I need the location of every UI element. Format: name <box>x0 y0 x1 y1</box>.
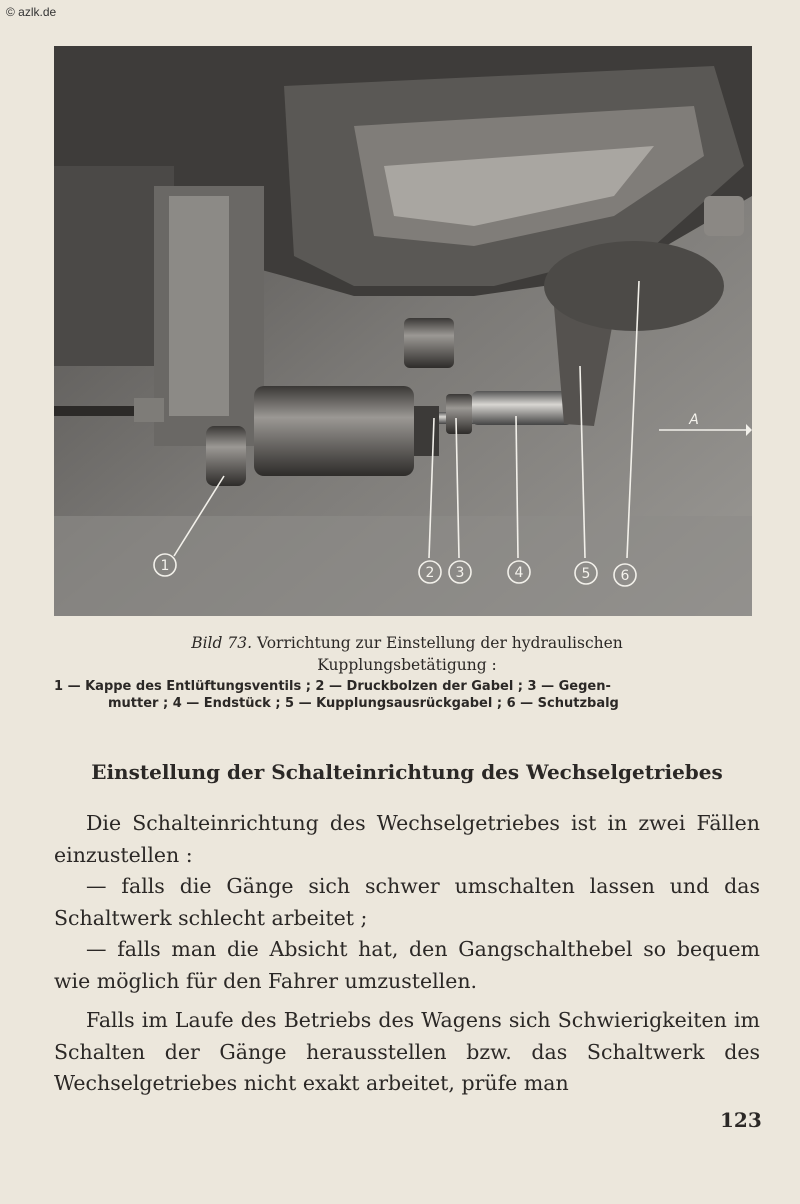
caption-bild: Bild 73. <box>191 634 253 652</box>
figure-label-3: 3 <box>455 565 465 581</box>
caption-line1: Vorrichtung zur Einstellung der hydraulischen <box>256 634 623 652</box>
figure-label-1: 1 <box>160 558 170 574</box>
figure-arrow-label: A <box>689 412 699 428</box>
figure-label-6: 6 <box>620 568 630 584</box>
legend-line2: mutter ; 4 — Endstück ; 5 — Kupplungsausrückgabel ; 6 — Schutzbalg <box>108 696 619 711</box>
paragraph-2: — falls die Gänge sich schwer umschalten lassen und das Schaltwerk schlecht arbeitet ; <box>54 874 760 930</box>
legend-line1: 1 — Kappe des Entlüftungsventils ; 2 — Druckbolzen der Gabel ; 3 — Gegen- <box>54 679 611 694</box>
section-heading: Einstellung der Schalteinrichtung des Wechselgetriebes <box>91 760 723 784</box>
figure-label-2: 2 <box>425 565 435 581</box>
paragraph-3: — falls man die Absicht hat, den Gangschalthebel so bequem wie möglich für den Fahrer umzustellen. <box>54 937 760 993</box>
caption-line2: Kupplungsbetätigung : <box>317 656 497 674</box>
page-number: 123 <box>720 1108 762 1132</box>
figure-legend <box>54 678 760 712</box>
paragraph-4: Falls im Laufe des Betriebs des Wagens sich Schwierigkeiten im Schalten der Gänge herausstellen bzw. das Schaltwerk des Wechselgetriebes nicht exakt arbeitet, prüfe man <box>54 1008 760 1095</box>
paragraph-1: Die Schalteinrichtung des Wechselgetriebes ist in zwei Fällen einzustellen : <box>54 811 760 867</box>
figure-label-4: 4 <box>514 565 524 581</box>
clutch-mechanism-illustration <box>54 46 752 616</box>
watermark: © azlk.de <box>6 5 57 19</box>
figure-photo <box>54 46 752 616</box>
figure-label-5: 5 <box>581 566 591 582</box>
body-text <box>54 808 760 1100</box>
figure-caption <box>54 632 760 676</box>
